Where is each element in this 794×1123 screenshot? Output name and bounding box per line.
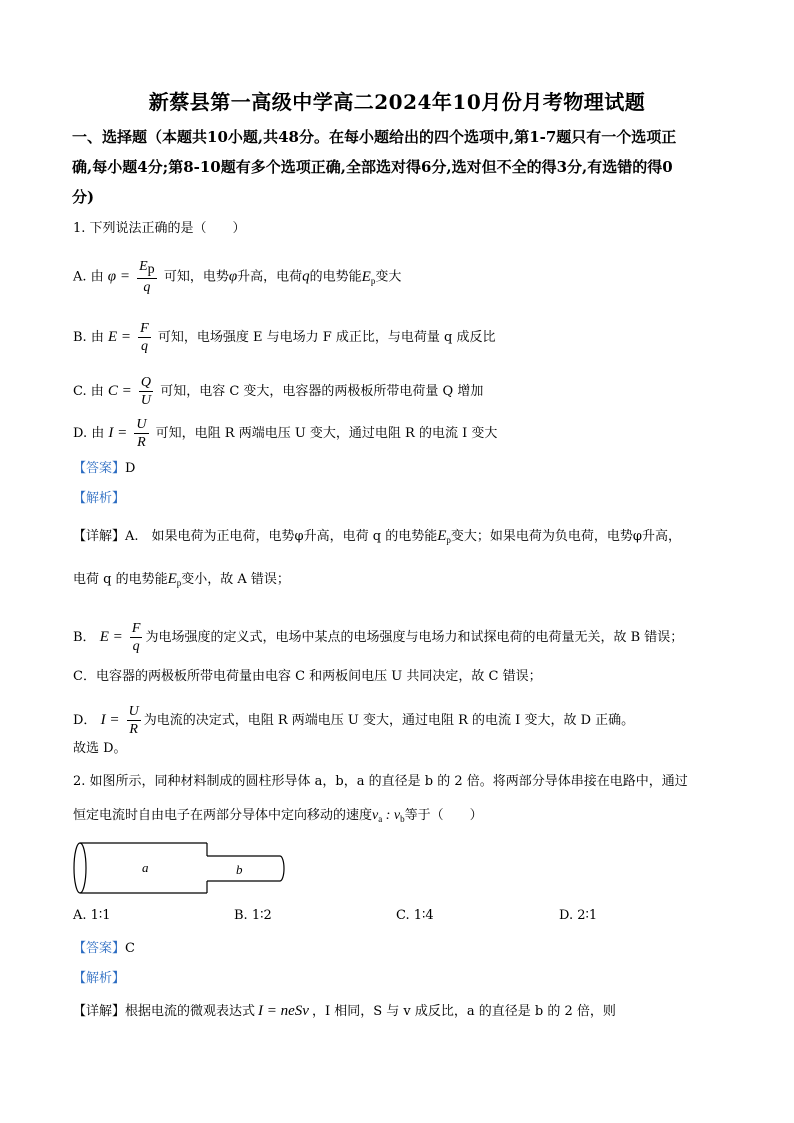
- q1-answer-value: D: [125, 461, 136, 476]
- q1-a-text-3: 的电势能: [309, 269, 362, 285]
- q1-detail-d-fraction: $\frac{U}{R}$: [128, 704, 139, 737]
- q1-d-fraction: $\frac{U}{R}$: [136, 417, 147, 450]
- label-b: b: [236, 862, 243, 877]
- q1-d-eq: I =: [108, 425, 128, 441]
- label-a: a: [142, 860, 149, 875]
- q1-detail-c: C．电容器的两极板所带电荷量由电容 C 和两板间电压 U 共同决定，故 C 错误；: [73, 669, 542, 684]
- q1-c-eq: C =: [107, 383, 132, 399]
- q1-b-eq: E =: [107, 329, 132, 345]
- q2-detail-text-2: ，I 相同，S 与 v 成反比，a 的直径是 b 的 2 倍，则: [311, 1004, 616, 1019]
- q2-stem-text: 恒定电流时自由电子在两部分导体中定向移动的速度: [73, 808, 373, 823]
- q2-detail-text-1: 根据电流的微观表达式: [125, 1004, 256, 1019]
- q1-option-b: [73, 320, 496, 355]
- q1-a-fraction: $\frac{Ep}{q}$: [139, 259, 155, 295]
- q2-option-a: A. 1∶1: [73, 908, 111, 923]
- q1-a-ep: $E_p$: [361, 268, 376, 286]
- q1-b-text: 可知，电场强度 E 与电场力 F 成正比，与电荷量 q 成反比: [157, 330, 496, 345]
- q2-detail: [73, 1002, 616, 1021]
- q2-stem-line-2: [73, 807, 483, 828]
- q2-option-c: C. 1∶4: [396, 908, 434, 923]
- q1-detail-a-text-3: 电荷 q 的电势能: [73, 572, 168, 587]
- q1-conclusion: 故选 D。: [73, 741, 127, 756]
- q2-option-d: D. 2∶1: [559, 908, 598, 923]
- q1-detail-d-label: D．: [73, 713, 97, 728]
- q2-option-b: B. 1∶2: [234, 908, 272, 923]
- q1-detail-b-fraction: $\frac{F}{q}$: [131, 621, 141, 654]
- q1-stem: 1. 下列说法正确的是（ ）: [73, 221, 246, 236]
- q1-a-text-4: 变大: [375, 269, 402, 285]
- q1-a-text-1: 可知，电势: [163, 269, 229, 285]
- q2-answer: [73, 940, 135, 958]
- q1-a-text-2: 升高，电荷: [237, 269, 303, 285]
- q1-detail-b-eq: E =: [99, 629, 123, 645]
- q1-detail-ep-2: $E_p$: [167, 571, 182, 588]
- q1-a-q: q: [302, 268, 310, 285]
- q1-detail-d-text: 为电流的决定式，电阻 R 两端电压 U 变大，通过电阻 R 的电流 I 变大，故 D 正确。: [143, 713, 635, 728]
- q1-detail-a-text-1: A. 如果电荷为正电荷，电势φ升高，电荷 q 的电势能: [125, 529, 438, 544]
- q1-detail-a-line-2: [73, 570, 290, 592]
- q1-c-fraction: $\frac{Q}{U}$: [140, 375, 152, 408]
- q1-a-label: A. 由: [73, 269, 104, 285]
- q1-detail-d: [73, 703, 634, 738]
- section-heading-line-1: 一、选择题（本题共10小题,共48分。在每小题给出的四个选项中,第1-7题只有一个选项正: [72, 128, 677, 146]
- q1-detail-b-label: B．: [73, 630, 96, 645]
- q1-d-label: D. 由: [73, 426, 105, 441]
- q1-option-c: [73, 374, 483, 409]
- q1-a-phi: φ: [228, 268, 238, 285]
- section-heading-line-3: 分): [72, 188, 95, 206]
- q1-b-fraction: $\frac{F}{q}$: [140, 321, 149, 354]
- q1-option-a: [73, 258, 401, 296]
- q2-detail-tag: 【详解】: [73, 1004, 126, 1019]
- q1-detail-a-text-4: 变小，故 A 错误；: [181, 572, 290, 587]
- q1-detail-a-text-2: 变大；如果电荷为负电荷，电势φ升高，: [450, 529, 682, 544]
- page-title: 新蔡县第一高级中学高二2024年10月份月考物理试题: [148, 90, 646, 114]
- q2-answer-value: C: [125, 941, 135, 956]
- q1-d-text: 可知，电阻 R 两端电压 U 变大，通过电阻 R 的电流 I 变大: [155, 426, 498, 441]
- q1-detail-d-eq: I =: [100, 712, 120, 728]
- q2-analysis-tag: 【解析】: [73, 971, 126, 986]
- q1-analysis-tag: 【解析】: [73, 491, 126, 506]
- q1-a-eq: φ =: [107, 268, 130, 285]
- q1-detail-b: [73, 620, 683, 655]
- q1-detail-tag: 【详解】: [73, 529, 126, 544]
- q2-detail-eq: I = neSv: [258, 1003, 309, 1019]
- q1-c-text: 可知，电容 C 变大，电容器的两极板所带电荷量 Q 增加: [160, 384, 484, 399]
- q1-b-label: B. 由: [73, 330, 104, 345]
- q2-conductor-figure: [70, 838, 290, 898]
- q1-answer: [73, 460, 135, 478]
- q1-answer-tag: 【答案】: [73, 461, 126, 476]
- section-heading-line-2: 确,每小题4分;第8-10题有多个选项正确,全部选对得6分,选对但不全的得3分,有选错的得0: [72, 158, 673, 176]
- q2-ratio: $v_a$ : $v_b$: [372, 808, 405, 824]
- q1-detail-ep: $E_p$: [437, 528, 451, 545]
- q2-stem-line-1: 2. 如图所示，同种材料制成的圆柱形导体 a，b，a 的直径是 b 的 2 倍。将两部分导体串接在电路中，通过: [73, 774, 688, 789]
- q1-option-d: [73, 416, 497, 451]
- cylinder-a-left-end: [74, 843, 86, 893]
- q1-detail-b-text: 为电场强度的定义式，电场中某点的电场强度与电场力和试探电荷的电荷量无关，故 B 错误；: [145, 630, 684, 645]
- q2-answer-tag: 【答案】: [73, 941, 126, 956]
- q1-detail-a-line-1: [73, 527, 681, 549]
- q2-stem-text-2: 等于（ ）: [404, 808, 483, 823]
- q1-c-label: C. 由: [73, 384, 104, 399]
- cylinder-b-right-end: [280, 856, 284, 881]
